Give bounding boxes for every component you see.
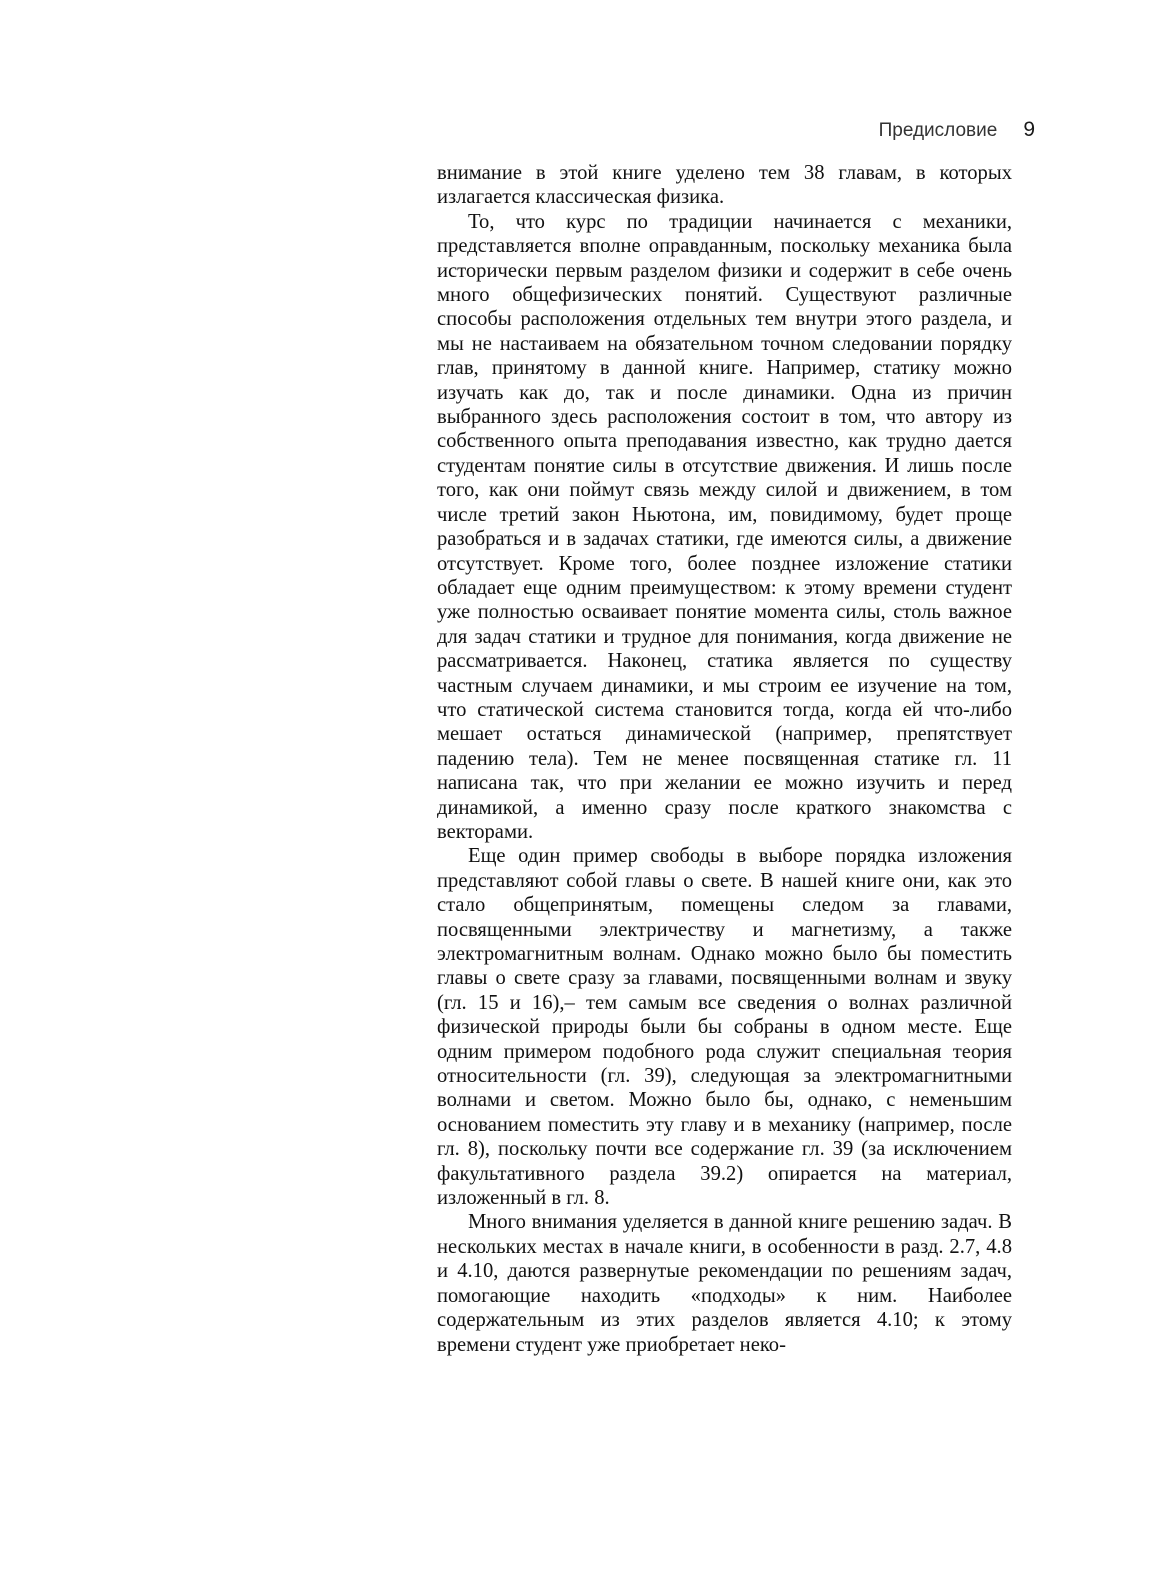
body-text: [437, 161, 1012, 1357]
running-header: [435, 118, 1035, 142]
section-title: Предисловие: [878, 120, 998, 141]
page-number: 9: [1023, 118, 1035, 141]
paragraph-problem-solving: Много внимания уделяется в данной книге решению задач. В нескольких местах в начале книги, в особенности в разд. 2.7, 4.8 и 4.10, даются развернутые рекомендации по решениям задач, помогающие находить «подходы» к ним. Наиболее содержательным из этих разделов является 4.10; к этому времени студент уже приобретает неко-: [437, 1211, 1012, 1356]
paragraph-mechanics-order: То, что курс по традиции начинается с механики, представляется вполне оправданным, поскольку механика была исторически первым разделом физики и содержит в себе очень много общефизических понятий. Существуют различные способы расположения отдельных тем внутри этого раздела, и мы не настаиваем на обязательном точном следовании порядку глав, принятому в данной книге. Например, статику можно изучать как до, так и после динамики. Одна из причин выбранного здесь расположения состоит в том, что автору из собственного опыта преподавания известно, как трудно дается студентам понятие силы в отсутствие движения. И лишь после того, как они поймут связь между силой и движением, в том числе третий закон Ньютона, им, повидимому, будет проще разобраться и в задачах статики, где имеются силы, а движение отсутствует. Кроме того, более позднее изложение статики обладает еще одним преимуществом: к этому времени студент уже полностью осваивает понятие момента силы, столь важное для задач статики и трудное для понимания, когда движение не рассматривается. Наконец, статика является по существу частным случаем динамики, и мы строим ее изучение на том, что статической система становится тогда, когда ей что-либо мешает остаться динамической (например, препятствует падению тела). Тем не менее посвященная статике гл. 11 написана так, что при желании ее можно изучить и перед динамикой, а именно сразу после краткого знакомства с векторами.: [437, 210, 1012, 843]
paragraph-continuation: внимание в этой книге уделено тем 38 главам, в которых излагается классическая физика.: [437, 162, 1012, 209]
paragraph-light-chapters: Еще один пример свободы в выборе порядка изложения представляют собой главы о свете. В нашей книге они, как это стало общепринятым, помещены следом за главами, посвященными электричеству и магнетизму, а также электромагнитным волнам. Однако можно было бы поместить главы о свете сразу за главами, посвященными волнам и звуку (гл. 15 и 16),– тем самым все сведения о волнах различной физической природы были бы собраны в одном месте. Еще одним примером подобного рода служит специальная теория относительности (гл. 39), следующая за электромагнитными волнами и светом. Можно было бы, однако, с неменьшим основанием поместить эту главу и в механику (например, после гл. 8), поскольку почти все содержание гл. 39 (за исключением факультативного раздела 39.2) опирается на материал, изложенный в гл. 8.: [437, 845, 1012, 1210]
